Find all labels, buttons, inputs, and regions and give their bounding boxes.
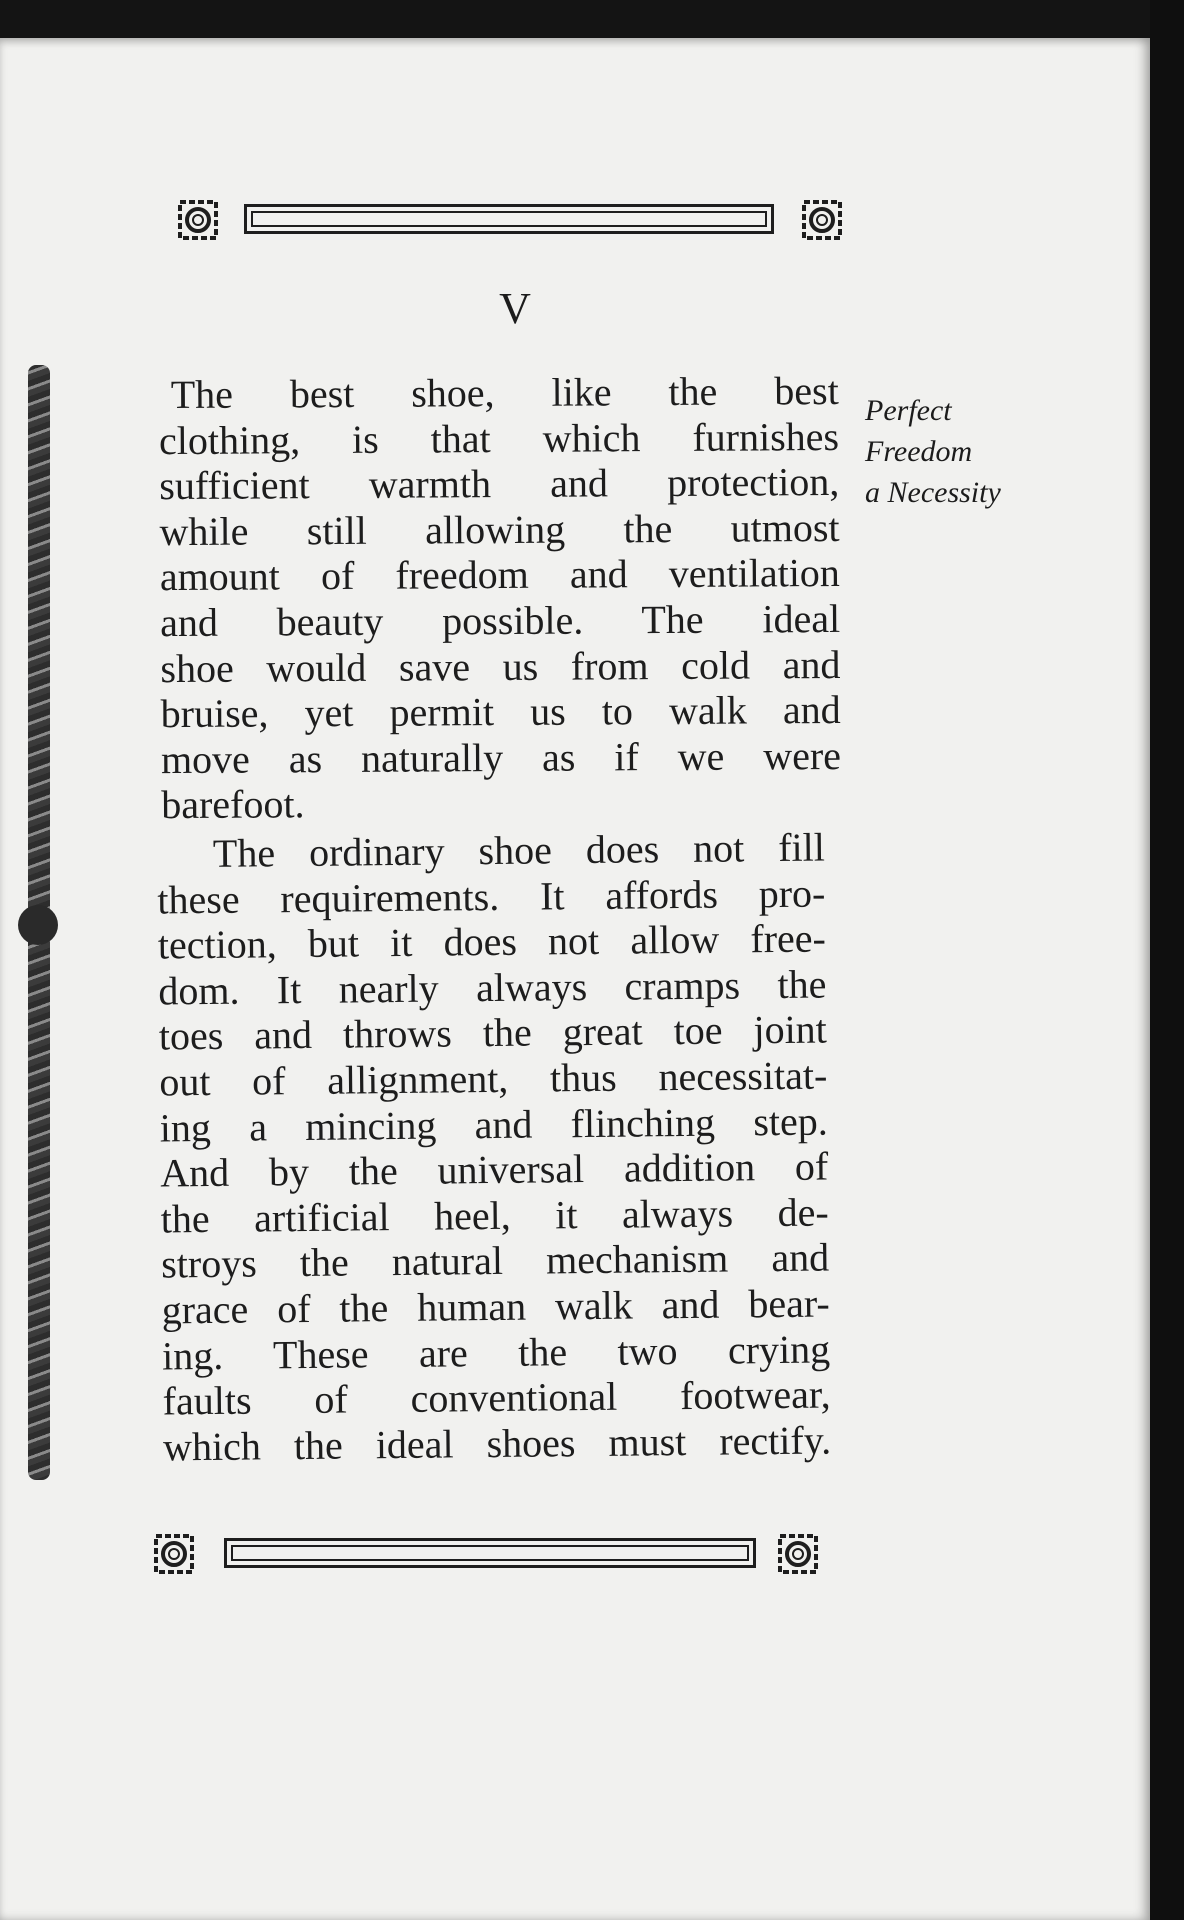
text-line: faults of conventional footwear,	[162, 1371, 831, 1424]
text-line: dom. It nearly always cramps the	[158, 961, 827, 1014]
text-line: these requirements. It affords pro-	[157, 870, 826, 923]
paragraph-1	[158, 367, 842, 828]
page-right-shadow	[1150, 0, 1184, 1920]
text-line: clothing, is that which furnishes	[158, 413, 840, 463]
margin-note	[865, 390, 1045, 513]
text-line: barefoot.	[161, 781, 305, 828]
ornament-rosette-icon	[178, 200, 218, 240]
binding-cord-knot	[18, 905, 58, 945]
text-line: tection, but it does not allow free-	[157, 915, 827, 968]
ornament-rosette-icon	[778, 1534, 818, 1574]
text-line: shoe would save us from cold and	[160, 641, 841, 691]
text-line: ing. These are the two crying	[161, 1326, 831, 1379]
text-line: while still allowing the utmost	[159, 504, 840, 554]
ornament-frame-bar	[224, 1538, 756, 1568]
text-line: move as naturally as if we were	[160, 732, 842, 782]
text-line: and beauty possible. The ideal	[160, 595, 841, 646]
text-line: ing a mincing and flinching step.	[159, 1098, 828, 1151]
text-line: the artificial heel, it always de-	[160, 1189, 829, 1242]
text-line: And by the universal addition of	[160, 1143, 829, 1196]
margin-note-line: Freedom	[865, 435, 973, 468]
text-line: grace of the human walk and bear-	[161, 1280, 830, 1333]
margin-note-line: a Necessity	[865, 476, 1001, 509]
ornament-frame-bar	[244, 204, 774, 234]
top-ornament	[178, 196, 848, 244]
chapter-number: V	[499, 284, 531, 333]
text-line: toes and throws the great toe joint	[158, 1006, 828, 1059]
text-line: The best shoe, like the best	[170, 367, 839, 418]
margin-note-line: Perfect	[865, 394, 952, 427]
text-line: which the ideal shoes must rectify.	[162, 1417, 832, 1470]
ornament-rosette-icon	[802, 200, 842, 240]
text-line: stroys the natural mechanism and	[160, 1234, 830, 1287]
text-line: sufficient warmth and protection,	[159, 459, 840, 509]
paragraph-2	[157, 825, 832, 1470]
text-line: bruise, yet permit us to walk and	[160, 687, 841, 737]
text-line: amount of freedom and ventilation	[159, 550, 840, 600]
text-line: The ordinary shoe does not fill	[212, 824, 826, 876]
page-top-shadow	[0, 0, 1184, 40]
ornament-rosette-icon	[154, 1534, 194, 1574]
bottom-ornament	[154, 1530, 824, 1578]
text-line: out of allignment, thus necessitat-	[159, 1052, 828, 1105]
